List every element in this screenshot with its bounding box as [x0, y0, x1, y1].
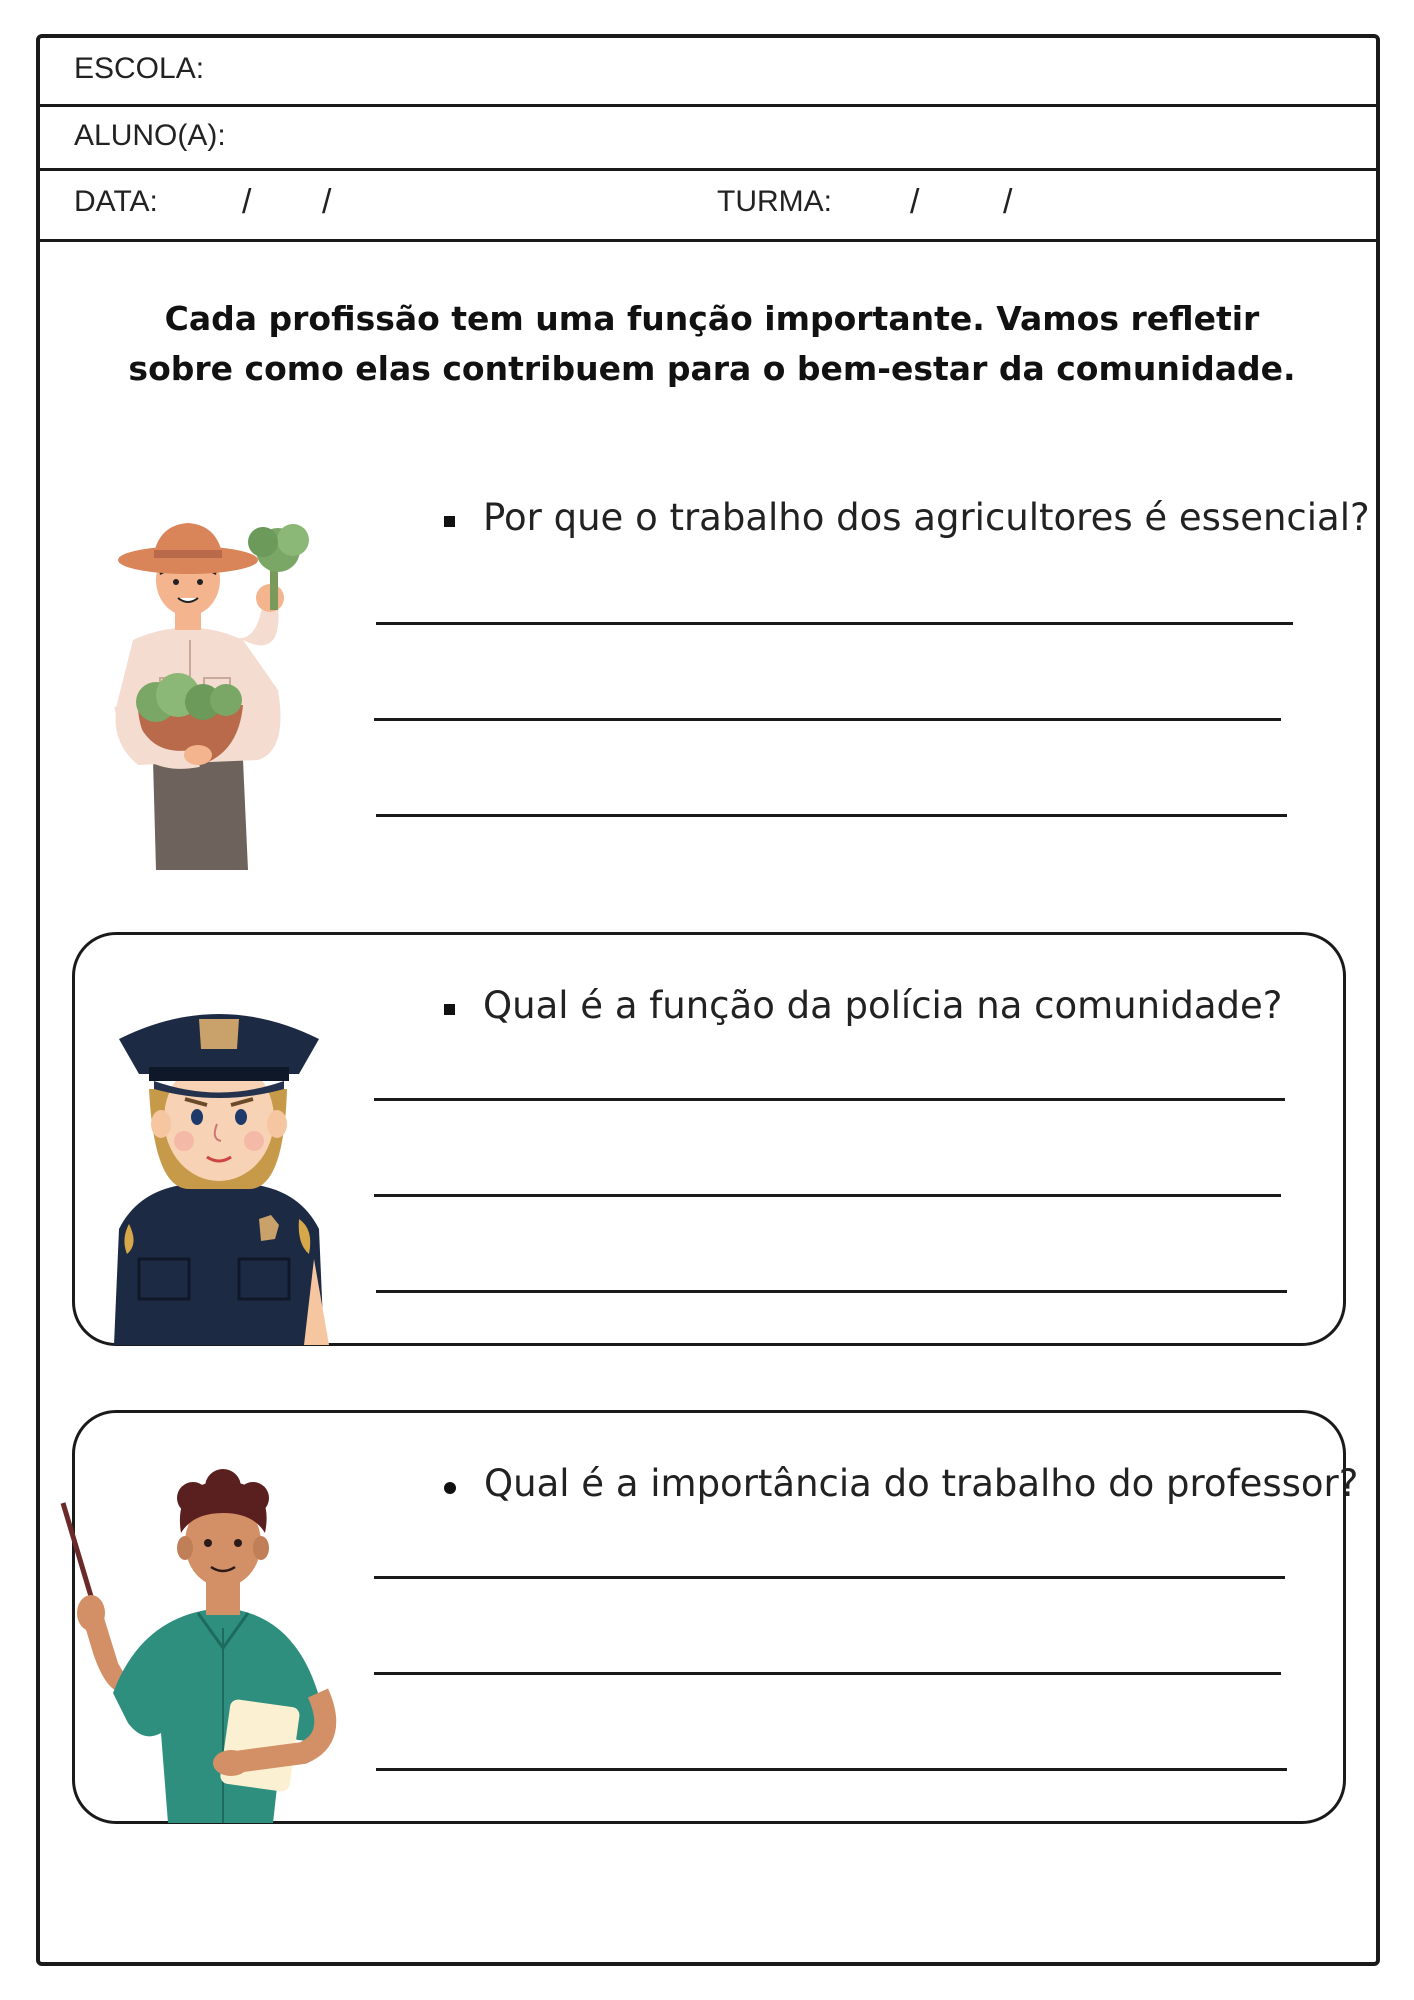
- date-separator: /: [242, 183, 252, 221]
- question-professor: [444, 1462, 1358, 1505]
- answer-line[interactable]: [374, 1576, 1285, 1579]
- answer-line[interactable]: [376, 622, 1293, 625]
- question-text: Qual é a importância do trabalho do professor?: [484, 1462, 1359, 1505]
- turma-separator: /: [910, 183, 920, 221]
- answer-line[interactable]: [376, 1290, 1287, 1293]
- farmer-illustration: [78, 490, 318, 870]
- answer-line[interactable]: [374, 1194, 1281, 1197]
- turma-label: TURMA:: [717, 185, 832, 218]
- escola-label: ESCOLA:: [74, 52, 205, 85]
- square-bullet-icon: [444, 516, 455, 527]
- worksheet: [36, 34, 1380, 1966]
- answer-line[interactable]: [374, 1672, 1281, 1675]
- intro-line-1: Cada profissão tem uma função importante. Vamos refletir: [164, 299, 1260, 338]
- police-officer-illustration: [109, 989, 329, 1345]
- intro-line-2: sobre como elas contribuem para o bem-estar da comunidade.: [128, 349, 1296, 388]
- teacher-illustration: [53, 1463, 363, 1823]
- answer-line[interactable]: [376, 1768, 1287, 1771]
- square-bullet-icon: [444, 1004, 455, 1015]
- data-turma-row: [40, 171, 1376, 242]
- question-text: Por que o trabalho dos agricultores é essencial?: [483, 496, 1370, 539]
- round-bullet-icon: [444, 1482, 456, 1494]
- answer-line[interactable]: [374, 1098, 1285, 1101]
- data-label: DATA:: [74, 185, 158, 218]
- escola-row[interactable]: [40, 38, 1376, 107]
- answer-line[interactable]: [374, 718, 1281, 721]
- aluno-row[interactable]: [40, 107, 1376, 171]
- aluno-label: ALUNO(A):: [74, 119, 226, 152]
- question-policia: [444, 984, 1282, 1027]
- date-separator: /: [322, 183, 332, 221]
- intro-text: [100, 294, 1324, 394]
- question-agricultores: [444, 496, 1370, 539]
- turma-separator: /: [1003, 183, 1013, 221]
- answer-line[interactable]: [376, 814, 1287, 817]
- question-text: Qual é a função da polícia na comunidade?: [483, 984, 1283, 1027]
